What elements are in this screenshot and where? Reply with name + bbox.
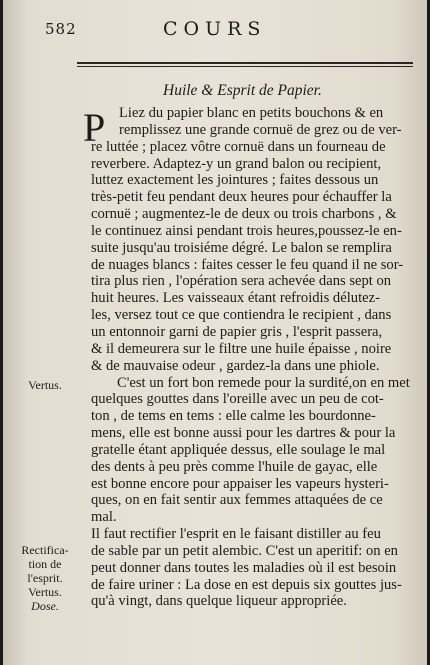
text-line: le continuez ainsi pendant trois heures,poussez-le en- bbox=[91, 222, 402, 239]
text-line: les, versez tout ce que contiendra le recipient , dans bbox=[91, 307, 392, 324]
text-line: très-petit feu pendant deux heures pour échauffer la bbox=[91, 189, 392, 206]
text-line: un entonnoir garni de papier gris , l'esprit passera, bbox=[91, 323, 383, 340]
book-page bbox=[3, 0, 427, 665]
text-line: huit heures. Les vaisseaux étant refroidis délutez- bbox=[91, 290, 380, 307]
header-rule bbox=[77, 62, 413, 64]
text-line: ques, on en fait sentir aux femmes attaquées de ce bbox=[91, 492, 383, 509]
margin-note-vertus: Vertus. bbox=[28, 378, 62, 392]
text-line: reverbere. Adaptez-y un grand balon ou recipient, bbox=[91, 155, 382, 172]
text-line: est bonne encore pour appaiser les vapeurs hysteri- bbox=[91, 475, 389, 492]
text-line: de sable par un petit alembic. C'est un aperitif: on en bbox=[91, 542, 398, 559]
text-line: & de mauvaise odeur , gardez-la dans une phiole. bbox=[91, 357, 380, 374]
text-line: C'est un fort bon remede pour la surdité,on en met bbox=[117, 374, 410, 391]
text-line: re luttée ; placez vôtre cornuë dans un fourneau de bbox=[91, 138, 386, 155]
text-line: mens, elle est bonne aussi pour les dartres & pour la bbox=[91, 425, 396, 442]
text-line: ton , de tems en tems : elle calme les bourdonne- bbox=[91, 408, 376, 425]
text-line: qu'à vingt, dans quelque liqueur appropriée. bbox=[91, 593, 347, 610]
margin-note-line: Rectifica- bbox=[21, 543, 69, 557]
text-line: Liez du papier blanc en petits bouchons & en bbox=[119, 105, 384, 121]
text-line: remplissez une grande cornuë de grez ou de ver- bbox=[119, 121, 402, 138]
text-line: mal. bbox=[91, 509, 117, 526]
margin-note-rectification bbox=[19, 543, 71, 585]
text-line: des dents à peu près comme l'huile de gayac, elle bbox=[91, 458, 378, 475]
margin-note-line: l'esprit. bbox=[27, 571, 63, 585]
body-text bbox=[83, 105, 415, 610]
text-line: quelques gouttes dans l'oreille avec un peu de cot- bbox=[91, 391, 384, 408]
text-line: & il demeurera sur le filtre une huile épaisse , noire bbox=[91, 340, 392, 357]
section-title: Huile & Esprit de Papier. bbox=[163, 82, 322, 99]
running-head bbox=[3, 14, 427, 44]
paragraph-1 bbox=[91, 105, 415, 375]
text-line: luttez exactement les jointures ; faites dessous un bbox=[91, 172, 379, 189]
page-number: 582 bbox=[45, 20, 77, 38]
margin-note-line: tion de bbox=[28, 557, 62, 571]
text-line: suite jusqu'au troisiéme dégré. Le balon se remplira bbox=[91, 239, 392, 256]
text-line: tira plus rien , l'opération sera achevée dans sept on bbox=[91, 273, 392, 290]
text-line: peut donner dans toutes les maladies où il est besoin bbox=[91, 559, 397, 576]
drop-cap: P bbox=[83, 105, 106, 150]
text-line: Il faut rectifier l'esprit en le faisant distiller au feu bbox=[91, 526, 381, 543]
text-line: de faire uriner : La dose en est depuis six gouttes jus- bbox=[91, 576, 402, 593]
text-line: cornuë ; augmentez-le de deux ou trois charbons , & bbox=[91, 206, 397, 223]
header-rule-thin bbox=[77, 66, 413, 67]
text-line: gratelle étant appliquée dessus, elle soulage le mal bbox=[91, 441, 386, 458]
margin-note-dose: Dose. bbox=[31, 599, 59, 613]
text-line: de nuages blancs : faites cesser le feu quand il ne sor- bbox=[91, 256, 404, 273]
running-title: COURS bbox=[163, 18, 267, 40]
margin-note-vertus-2: Vertus. bbox=[28, 585, 62, 599]
paragraph-2 bbox=[91, 375, 415, 527]
paragraph-3 bbox=[91, 526, 415, 610]
